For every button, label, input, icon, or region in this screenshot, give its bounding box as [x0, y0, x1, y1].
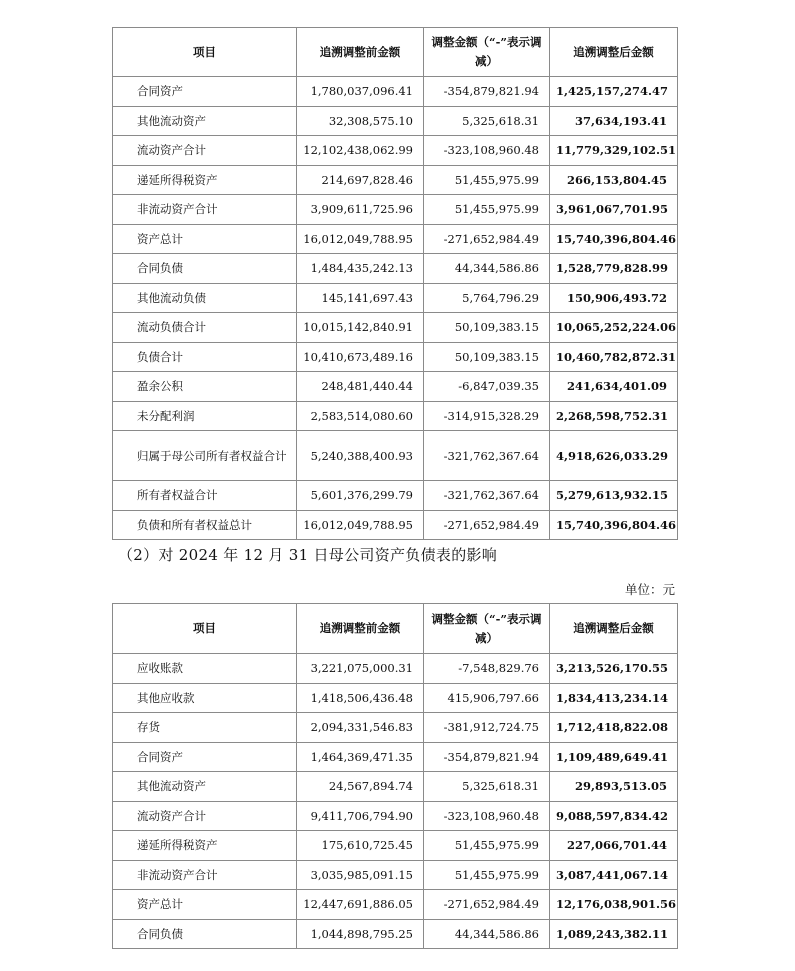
- table-row: [113, 313, 678, 343]
- cell-adjustment-amount: -323,108,960.48: [424, 801, 550, 831]
- cell-item: 应收账款: [113, 654, 297, 684]
- table-row: [113, 481, 678, 511]
- cell-before-amount: 24,567,894.74: [297, 772, 424, 802]
- cell-item: 负债合计: [113, 342, 297, 372]
- cell-adjustment-amount: 50,109,383.15: [424, 313, 550, 343]
- cell-before-amount: 1,418,506,436.48: [297, 683, 424, 713]
- cell-adjustment-amount: -271,652,984.49: [424, 890, 550, 920]
- cell-after-amount: 3,961,067,701.95: [550, 195, 678, 225]
- cell-before-amount: 5,601,376,299.79: [297, 481, 424, 511]
- cell-before-amount: 145,141,697.43: [297, 283, 424, 313]
- cell-item: 其他流动资产: [113, 772, 297, 802]
- table-row: [113, 372, 678, 402]
- cell-item: 资产总计: [113, 224, 297, 254]
- cell-item: 流动资产合计: [113, 801, 297, 831]
- table-body: [113, 654, 678, 949]
- cell-adjustment-amount: 50,109,383.15: [424, 342, 550, 372]
- cell-after-amount: 150,906,493.72: [550, 283, 678, 313]
- table-row: [113, 654, 678, 684]
- cell-before-amount: 3,221,075,000.31: [297, 654, 424, 684]
- cell-item: 流动资产合计: [113, 136, 297, 166]
- cell-adjustment-amount: -314,915,328.29: [424, 401, 550, 431]
- header-before: 追溯调整前金额: [297, 28, 424, 77]
- cell-adjustment-amount: -381,912,724.75: [424, 713, 550, 743]
- cell-after-amount: 10,065,252,224.06: [550, 313, 678, 343]
- table-row: [113, 742, 678, 772]
- cell-before-amount: 9,411,706,794.90: [297, 801, 424, 831]
- table-row: [113, 224, 678, 254]
- cell-before-amount: 1,484,435,242.13: [297, 254, 424, 284]
- cell-item: 盈余公积: [113, 372, 297, 402]
- cell-after-amount: 266,153,804.45: [550, 165, 678, 195]
- table-row: [113, 919, 678, 949]
- cell-adjustment-amount: -354,879,821.94: [424, 77, 550, 107]
- cell-item: 其他应收款: [113, 683, 297, 713]
- cell-adjustment-amount: -323,108,960.48: [424, 136, 550, 166]
- header-before: 追溯调整前金额: [297, 604, 424, 654]
- cell-item: 流动负债合计: [113, 313, 297, 343]
- cell-adjustment-amount: -271,652,984.49: [424, 510, 550, 540]
- header-adjustment: 调整金额（“-”表示调减）: [424, 28, 550, 77]
- cell-after-amount: 15,740,396,804.46: [550, 510, 678, 540]
- cell-adjustment-amount: 51,455,975.99: [424, 860, 550, 890]
- cell-after-amount: 1,528,779,828.99: [550, 254, 678, 284]
- header-after: 追溯调整后金额: [550, 604, 678, 654]
- cell-after-amount: 10,460,782,872.31: [550, 342, 678, 372]
- cell-adjustment-amount: 5,764,796.29: [424, 283, 550, 313]
- cell-before-amount: 1,464,369,471.35: [297, 742, 424, 772]
- cell-before-amount: 16,012,049,788.95: [297, 510, 424, 540]
- cell-adjustment-amount: 51,455,975.99: [424, 195, 550, 225]
- table-row: [113, 801, 678, 831]
- cell-adjustment-amount: -354,879,821.94: [424, 742, 550, 772]
- table-row: [113, 860, 678, 890]
- cell-after-amount: 1,834,413,234.14: [550, 683, 678, 713]
- cell-after-amount: 1,425,157,274.47: [550, 77, 678, 107]
- cell-adjustment-amount: 51,455,975.99: [424, 831, 550, 861]
- cell-before-amount: 248,481,440.44: [297, 372, 424, 402]
- table-row: [113, 165, 678, 195]
- cell-item: 其他流动资产: [113, 106, 297, 136]
- table-row: [113, 77, 678, 107]
- cell-after-amount: 3,087,441,067.14: [550, 860, 678, 890]
- cell-adjustment-amount: 5,325,618.31: [424, 772, 550, 802]
- cell-before-amount: 1,780,037,096.41: [297, 77, 424, 107]
- table-row: [113, 890, 678, 920]
- cell-before-amount: 10,015,142,840.91: [297, 313, 424, 343]
- cell-adjustment-amount: 44,344,586.86: [424, 254, 550, 284]
- table-row: [113, 254, 678, 284]
- cell-after-amount: 9,088,597,834.42: [550, 801, 678, 831]
- cell-item: 合同资产: [113, 77, 297, 107]
- cell-before-amount: 3,909,611,725.96: [297, 195, 424, 225]
- cell-item: 非流动资产合计: [113, 860, 297, 890]
- cell-adjustment-amount: -321,762,367.64: [424, 431, 550, 481]
- cell-after-amount: 1,089,243,382.11: [550, 919, 678, 949]
- cell-item: 所有者权益合计: [113, 481, 297, 511]
- table-row: [113, 510, 678, 540]
- cell-item: 归属于母公司所有者权益合计: [113, 431, 297, 481]
- table-row: [113, 342, 678, 372]
- cell-adjustment-amount: 51,455,975.99: [424, 165, 550, 195]
- table-header-row: [113, 28, 678, 77]
- table-row: [113, 772, 678, 802]
- cell-after-amount: 3,213,526,170.55: [550, 654, 678, 684]
- cell-before-amount: 214,697,828.46: [297, 165, 424, 195]
- cell-after-amount: 15,740,396,804.46: [550, 224, 678, 254]
- table-row: [113, 283, 678, 313]
- cell-after-amount: 12,176,038,901.56: [550, 890, 678, 920]
- table-row: [113, 713, 678, 743]
- cell-before-amount: 1,044,898,795.25: [297, 919, 424, 949]
- table-row: [113, 431, 678, 481]
- table-row: [113, 831, 678, 861]
- cell-after-amount: 29,893,513.05: [550, 772, 678, 802]
- cell-before-amount: 2,094,331,546.83: [297, 713, 424, 743]
- cell-before-amount: 12,447,691,886.05: [297, 890, 424, 920]
- cell-after-amount: 37,634,193.41: [550, 106, 678, 136]
- table-row: [113, 136, 678, 166]
- cell-adjustment-amount: -271,652,984.49: [424, 224, 550, 254]
- cell-after-amount: 11,779,329,102.51: [550, 136, 678, 166]
- cell-before-amount: 5,240,388,400.93: [297, 431, 424, 481]
- cell-after-amount: 4,918,626,033.29: [550, 431, 678, 481]
- table-body: [113, 77, 678, 540]
- cell-adjustment-amount: -6,847,039.35: [424, 372, 550, 402]
- cell-before-amount: 10,410,673,489.16: [297, 342, 424, 372]
- section-heading: （2）对 2024 年 12 月 31 日母公司资产负债表的影响: [118, 546, 498, 564]
- cell-item: 合同负债: [113, 254, 297, 284]
- header-item: 项目: [113, 28, 297, 77]
- balance-adjustment-table-1: [112, 27, 678, 540]
- cell-adjustment-amount: -321,762,367.64: [424, 481, 550, 511]
- table-header-row: [113, 604, 678, 654]
- cell-adjustment-amount: 5,325,618.31: [424, 106, 550, 136]
- table-row: [113, 106, 678, 136]
- cell-item: 资产总计: [113, 890, 297, 920]
- cell-adjustment-amount: -7,548,829.76: [424, 654, 550, 684]
- cell-item: 递延所得税资产: [113, 831, 297, 861]
- cell-item: 合同负债: [113, 919, 297, 949]
- balance-adjustment-table-2: [112, 603, 678, 949]
- cell-item: 未分配利润: [113, 401, 297, 431]
- cell-item: 存货: [113, 713, 297, 743]
- cell-before-amount: 12,102,438,062.99: [297, 136, 424, 166]
- cell-adjustment-amount: 415,906,797.66: [424, 683, 550, 713]
- cell-item: 非流动资产合计: [113, 195, 297, 225]
- table-row: [113, 401, 678, 431]
- table-row: [113, 683, 678, 713]
- header-item: 项目: [113, 604, 297, 654]
- cell-before-amount: 16,012,049,788.95: [297, 224, 424, 254]
- cell-after-amount: 2,268,598,752.31: [550, 401, 678, 431]
- header-after: 追溯调整后金额: [550, 28, 678, 77]
- cell-before-amount: 2,583,514,080.60: [297, 401, 424, 431]
- cell-after-amount: 5,279,613,932.15: [550, 481, 678, 511]
- cell-after-amount: 1,109,489,649.41: [550, 742, 678, 772]
- cell-before-amount: 32,308,575.10: [297, 106, 424, 136]
- cell-item: 合同资产: [113, 742, 297, 772]
- cell-item: 递延所得税资产: [113, 165, 297, 195]
- cell-item: 负债和所有者权益总计: [113, 510, 297, 540]
- cell-adjustment-amount: 44,344,586.86: [424, 919, 550, 949]
- cell-before-amount: 175,610,725.45: [297, 831, 424, 861]
- cell-item: 其他流动负债: [113, 283, 297, 313]
- cell-after-amount: 1,712,418,822.08: [550, 713, 678, 743]
- unit-label: 单位：元: [624, 582, 675, 597]
- header-adjustment: 调整金额（“-”表示调减）: [424, 604, 550, 654]
- table-row: [113, 195, 678, 225]
- cell-after-amount: 241,634,401.09: [550, 372, 678, 402]
- cell-after-amount: 227,066,701.44: [550, 831, 678, 861]
- cell-before-amount: 3,035,985,091.15: [297, 860, 424, 890]
